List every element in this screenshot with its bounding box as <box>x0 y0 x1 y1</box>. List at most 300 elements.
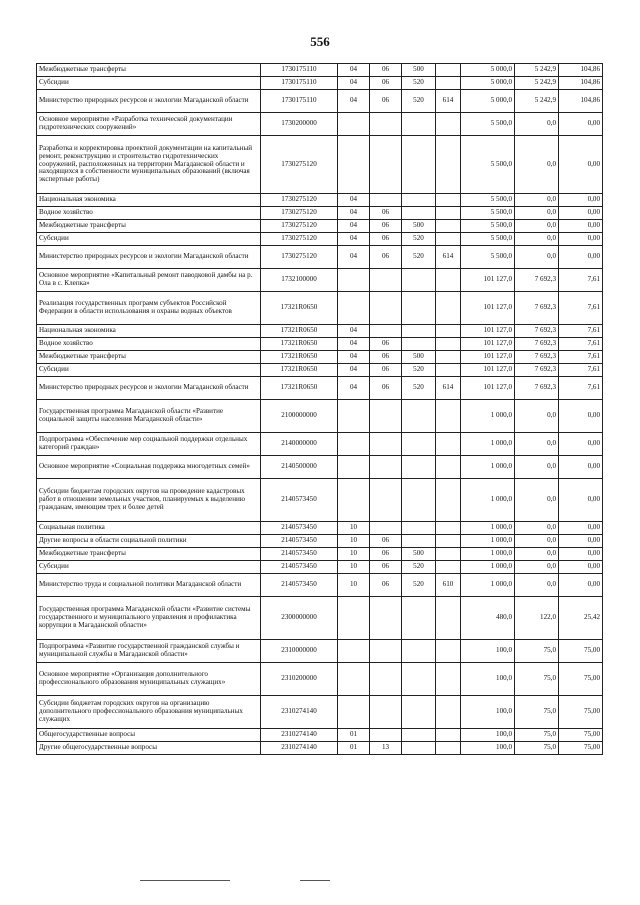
row-subsection <box>370 325 402 338</box>
row-subsection: 06 <box>370 338 402 351</box>
row-subsection <box>370 640 402 663</box>
table-row <box>37 136 603 194</box>
row-fact: 0,0 <box>515 574 559 597</box>
footer-divider <box>300 880 330 881</box>
row-code: 1730275120 <box>261 246 338 269</box>
row-section: 01 <box>338 742 370 755</box>
row-name: Государственная программа Магаданской области «Развитие системы государственного и муниципального управления и профилактика коррупции в Магаданской области» <box>37 597 261 640</box>
row-pct: 0,00 <box>559 220 603 233</box>
row-vr <box>402 597 436 640</box>
row-name: Разработка и корректировка проектной документации на капитальный ремонт, реконструкцию и строительство гидротехнических сооружений, расположенных на территории Магаданской области и находящихся в собственности муниципальных образований (включая экспертные работы) <box>37 136 261 194</box>
row-section <box>338 456 370 479</box>
row-name: Межбюджетные трансферты <box>37 548 261 561</box>
row-name: Межбюджетные трансферты <box>37 220 261 233</box>
row-code: 1730175110 <box>261 90 338 113</box>
row-pct: 7,61 <box>559 292 603 325</box>
row-fact: 0,0 <box>515 400 559 433</box>
row-plan: 5 500,0 <box>461 246 515 269</box>
row-code: 2100000000 <box>261 400 338 433</box>
row-subsection <box>370 400 402 433</box>
row-vr <box>402 742 436 755</box>
row-name: Основное мероприятие «Капитальный ремонт паводковой дамбы на р. Ола в с. Клепка» <box>37 269 261 292</box>
row-pct: 7,61 <box>559 325 603 338</box>
row-subsection <box>370 292 402 325</box>
row-section <box>338 597 370 640</box>
row-name: Подпрограмма «Развитие государственной гражданской службы и муниципальной службы в Магаданской области» <box>37 640 261 663</box>
row-pct: 7,61 <box>559 338 603 351</box>
row-vr: 520 <box>402 90 436 113</box>
row-section: 04 <box>338 90 370 113</box>
row-pct: 0,00 <box>559 574 603 597</box>
row-code: 2310200000 <box>261 663 338 696</box>
row-fact: 5 242,9 <box>515 90 559 113</box>
row-vr <box>402 433 436 456</box>
table-row <box>37 377 603 400</box>
row-fact: 75,0 <box>515 742 559 755</box>
row-grbs <box>436 269 461 292</box>
row-subsection: 06 <box>370 574 402 597</box>
row-subsection: 06 <box>370 233 402 246</box>
table-row <box>37 338 603 351</box>
row-grbs <box>436 194 461 207</box>
row-grbs <box>436 479 461 522</box>
row-code: 17321R0650 <box>261 364 338 377</box>
row-pct: 75,00 <box>559 729 603 742</box>
row-section: 04 <box>338 351 370 364</box>
row-grbs <box>436 548 461 561</box>
row-plan: 5 000,0 <box>461 64 515 77</box>
row-vr: 520 <box>402 364 436 377</box>
row-code: 2140573450 <box>261 535 338 548</box>
budget-table <box>36 63 603 755</box>
row-pct: 0,00 <box>559 233 603 246</box>
row-section: 04 <box>338 233 370 246</box>
row-plan: 101 127,0 <box>461 364 515 377</box>
table-row <box>37 597 603 640</box>
table-row <box>37 90 603 113</box>
row-code: 1730175110 <box>261 77 338 90</box>
row-vr <box>402 522 436 535</box>
row-grbs <box>436 456 461 479</box>
row-code: 2300000000 <box>261 597 338 640</box>
row-section <box>338 479 370 522</box>
table-row <box>37 535 603 548</box>
row-fact: 7 692,3 <box>515 338 559 351</box>
row-subsection: 06 <box>370 548 402 561</box>
row-section: 04 <box>338 377 370 400</box>
table-row <box>37 325 603 338</box>
row-section: 04 <box>338 194 370 207</box>
row-name: Субсидии <box>37 561 261 574</box>
row-grbs <box>436 400 461 433</box>
row-vr <box>402 456 436 479</box>
row-vr <box>402 338 436 351</box>
row-plan: 1 000,0 <box>461 522 515 535</box>
row-section: 10 <box>338 535 370 548</box>
row-pct: 75,00 <box>559 742 603 755</box>
table-row <box>37 292 603 325</box>
row-pct: 25,42 <box>559 597 603 640</box>
row-code: 1730275120 <box>261 194 338 207</box>
row-subsection: 06 <box>370 246 402 269</box>
row-pct: 0,00 <box>559 433 603 456</box>
row-plan: 5 000,0 <box>461 90 515 113</box>
row-subsection: 06 <box>370 64 402 77</box>
row-name: Министерство природных ресурсов и экологии Магаданской области <box>37 246 261 269</box>
row-code: 17321R0650 <box>261 292 338 325</box>
row-name: Субсидии бюджетам городских округов на организацию дополнительного профессионального образования муниципальных служащих <box>37 696 261 729</box>
row-pct: 0,00 <box>559 479 603 522</box>
row-grbs <box>436 561 461 574</box>
row-subsection: 13 <box>370 742 402 755</box>
row-plan: 100,0 <box>461 640 515 663</box>
row-grbs <box>436 77 461 90</box>
row-plan: 101 127,0 <box>461 351 515 364</box>
row-grbs <box>436 292 461 325</box>
row-vr <box>402 113 436 136</box>
row-vr <box>402 136 436 194</box>
table-row <box>37 364 603 377</box>
row-fact: 0,0 <box>515 479 559 522</box>
row-fact: 0,0 <box>515 548 559 561</box>
row-pct: 0,00 <box>559 113 603 136</box>
row-grbs <box>436 364 461 377</box>
row-fact: 0,0 <box>515 207 559 220</box>
row-fact: 7 692,3 <box>515 364 559 377</box>
row-section: 04 <box>338 77 370 90</box>
row-grbs <box>436 696 461 729</box>
row-plan: 101 127,0 <box>461 292 515 325</box>
row-fact: 0,0 <box>515 136 559 194</box>
table-row <box>37 663 603 696</box>
row-grbs <box>436 64 461 77</box>
row-fact: 0,0 <box>515 194 559 207</box>
row-subsection <box>370 136 402 194</box>
row-subsection: 06 <box>370 535 402 548</box>
row-vr <box>402 194 436 207</box>
row-fact: 5 242,9 <box>515 77 559 90</box>
row-plan: 101 127,0 <box>461 338 515 351</box>
page-number: 556 <box>310 34 330 49</box>
row-grbs: 610 <box>436 574 461 597</box>
row-vr <box>402 400 436 433</box>
row-pct: 0,00 <box>559 561 603 574</box>
row-name: Министерство природных ресурсов и экологии Магаданской области <box>37 377 261 400</box>
row-grbs: 614 <box>436 377 461 400</box>
table-row <box>37 479 603 522</box>
table-row <box>37 64 603 77</box>
row-vr <box>402 535 436 548</box>
row-name: Основное мероприятие «Организация дополнительного профессионального образования муниципальных служащих» <box>37 663 261 696</box>
row-grbs <box>436 113 461 136</box>
row-pct: 7,61 <box>559 364 603 377</box>
row-section <box>338 663 370 696</box>
row-plan: 1 000,0 <box>461 479 515 522</box>
row-vr <box>402 325 436 338</box>
row-fact: 0,0 <box>515 456 559 479</box>
row-subsection <box>370 696 402 729</box>
row-section <box>338 640 370 663</box>
row-code: 2310274140 <box>261 742 338 755</box>
row-pct: 104,86 <box>559 77 603 90</box>
row-code: 1730275120 <box>261 220 338 233</box>
row-subsection <box>370 113 402 136</box>
row-plan: 5 500,0 <box>461 220 515 233</box>
row-name: Другие общегосударственные вопросы <box>37 742 261 755</box>
row-plan: 480,0 <box>461 597 515 640</box>
row-grbs <box>436 729 461 742</box>
row-section <box>338 696 370 729</box>
row-section: 10 <box>338 548 370 561</box>
row-subsection <box>370 597 402 640</box>
table-row <box>37 113 603 136</box>
row-section: 04 <box>338 325 370 338</box>
row-subsection: 06 <box>370 77 402 90</box>
row-section <box>338 433 370 456</box>
row-fact: 0,0 <box>515 561 559 574</box>
table-row <box>37 561 603 574</box>
row-subsection: 06 <box>370 377 402 400</box>
row-plan: 5 500,0 <box>461 207 515 220</box>
row-vr <box>402 479 436 522</box>
row-name: Водное хозяйство <box>37 207 261 220</box>
row-section: 04 <box>338 246 370 269</box>
row-pct: 7,61 <box>559 377 603 400</box>
row-name: Национальная экономика <box>37 194 261 207</box>
row-code: 17321R0650 <box>261 351 338 364</box>
row-grbs <box>436 640 461 663</box>
row-grbs <box>436 597 461 640</box>
row-section: 04 <box>338 364 370 377</box>
table-row <box>37 351 603 364</box>
row-vr <box>402 729 436 742</box>
row-fact: 122,0 <box>515 597 559 640</box>
row-plan: 5 500,0 <box>461 233 515 246</box>
row-subsection <box>370 194 402 207</box>
row-plan: 5 500,0 <box>461 136 515 194</box>
row-name: Основное мероприятие «Социальная поддержка многодетных семей» <box>37 456 261 479</box>
row-code: 2140573450 <box>261 574 338 597</box>
row-name: Субсидии <box>37 364 261 377</box>
row-name: Другие вопросы в области социальной политики <box>37 535 261 548</box>
row-pct: 0,00 <box>559 456 603 479</box>
row-name: Водное хозяйство <box>37 338 261 351</box>
row-subsection <box>370 663 402 696</box>
row-grbs <box>436 207 461 220</box>
row-name: Субсидии <box>37 77 261 90</box>
row-subsection: 06 <box>370 351 402 364</box>
row-vr: 520 <box>402 77 436 90</box>
row-section: 04 <box>338 220 370 233</box>
row-fact: 0,0 <box>515 246 559 269</box>
row-fact: 0,0 <box>515 535 559 548</box>
row-name: Межбюджетные трансферты <box>37 351 261 364</box>
row-name: Министерство природных ресурсов и экологии Магаданской области <box>37 90 261 113</box>
row-pct: 104,86 <box>559 90 603 113</box>
row-grbs: 614 <box>436 246 461 269</box>
row-code: 2310274140 <box>261 696 338 729</box>
table-row <box>37 433 603 456</box>
row-vr: 520 <box>402 246 436 269</box>
row-vr: 500 <box>402 548 436 561</box>
row-fact: 7 692,3 <box>515 377 559 400</box>
row-section: 04 <box>338 64 370 77</box>
row-pct: 0,00 <box>559 400 603 433</box>
row-pct: 7,61 <box>559 269 603 292</box>
row-section <box>338 136 370 194</box>
row-code: 1730175110 <box>261 64 338 77</box>
row-section <box>338 113 370 136</box>
row-pct: 0,00 <box>559 522 603 535</box>
row-fact: 7 692,3 <box>515 351 559 364</box>
row-plan: 101 127,0 <box>461 377 515 400</box>
row-plan: 1 000,0 <box>461 456 515 479</box>
row-fact: 75,0 <box>515 663 559 696</box>
table-row <box>37 269 603 292</box>
row-grbs: 614 <box>436 90 461 113</box>
row-section: 10 <box>338 574 370 597</box>
row-fact: 75,0 <box>515 696 559 729</box>
row-vr <box>402 269 436 292</box>
row-vr: 520 <box>402 233 436 246</box>
row-name: Общегосударственные вопросы <box>37 729 261 742</box>
row-code: 1732100000 <box>261 269 338 292</box>
row-code: 17321R0650 <box>261 338 338 351</box>
row-code: 2140573450 <box>261 522 338 535</box>
row-name: Основное мероприятие «Разработка технической документации гидротехнических сооружений» <box>37 113 261 136</box>
row-code: 2140500000 <box>261 456 338 479</box>
table-row <box>37 729 603 742</box>
row-fact: 7 692,3 <box>515 292 559 325</box>
row-name: Реализация государственных программ субъектов Российской Федерации в области использования и охраны водных объектов <box>37 292 261 325</box>
row-code: 17321R0650 <box>261 325 338 338</box>
row-pct: 0,00 <box>559 246 603 269</box>
row-grbs <box>436 663 461 696</box>
row-fact: 75,0 <box>515 729 559 742</box>
row-fact: 0,0 <box>515 433 559 456</box>
row-grbs <box>436 535 461 548</box>
row-grbs <box>436 233 461 246</box>
row-subsection: 06 <box>370 207 402 220</box>
table-row <box>37 233 603 246</box>
row-vr: 500 <box>402 220 436 233</box>
row-name: Подпрограмма «Обеспечение мер социальной поддержки отдельных категорий граждан» <box>37 433 261 456</box>
row-pct: 0,00 <box>559 194 603 207</box>
row-vr <box>402 640 436 663</box>
row-plan: 100,0 <box>461 742 515 755</box>
row-pct: 75,00 <box>559 696 603 729</box>
row-code: 2310000000 <box>261 640 338 663</box>
row-code: 2140000000 <box>261 433 338 456</box>
row-code: 2140573450 <box>261 561 338 574</box>
row-pct: 0,00 <box>559 136 603 194</box>
row-fact: 7 692,3 <box>515 269 559 292</box>
row-subsection <box>370 522 402 535</box>
row-plan: 1 000,0 <box>461 400 515 433</box>
row-fact: 0,0 <box>515 113 559 136</box>
table-row <box>37 246 603 269</box>
row-plan: 5 500,0 <box>461 113 515 136</box>
row-vr <box>402 292 436 325</box>
row-section <box>338 400 370 433</box>
table-row <box>37 522 603 535</box>
row-code: 1730275120 <box>261 136 338 194</box>
table-row <box>37 400 603 433</box>
row-code: 1730275120 <box>261 233 338 246</box>
row-plan: 1 000,0 <box>461 535 515 548</box>
row-grbs <box>436 351 461 364</box>
table-row <box>37 696 603 729</box>
row-subsection: 06 <box>370 220 402 233</box>
row-section <box>338 292 370 325</box>
table-row <box>37 742 603 755</box>
row-code: 2310274140 <box>261 729 338 742</box>
row-section <box>338 269 370 292</box>
row-grbs <box>436 136 461 194</box>
row-name: Государственная программа Магаданской области «Развитие социальной защиты населения Магаданской области» <box>37 400 261 433</box>
row-plan: 1 000,0 <box>461 548 515 561</box>
row-plan: 100,0 <box>461 696 515 729</box>
row-vr <box>402 207 436 220</box>
row-pct: 0,00 <box>559 207 603 220</box>
row-code: 2140573450 <box>261 479 338 522</box>
row-plan: 5 500,0 <box>461 194 515 207</box>
footer-divider <box>140 880 230 881</box>
row-plan: 100,0 <box>461 729 515 742</box>
table-row <box>37 640 603 663</box>
table-body <box>37 64 603 755</box>
row-name: Межбюджетные трансферты <box>37 64 261 77</box>
row-grbs <box>436 433 461 456</box>
row-subsection <box>370 456 402 479</box>
row-pct: 104,86 <box>559 64 603 77</box>
row-subsection <box>370 479 402 522</box>
row-pct: 0,00 <box>559 548 603 561</box>
row-vr: 520 <box>402 574 436 597</box>
row-name: Субсидии <box>37 233 261 246</box>
row-name: Социальная политика <box>37 522 261 535</box>
row-pct: 0,00 <box>559 535 603 548</box>
table-row <box>37 207 603 220</box>
row-plan: 101 127,0 <box>461 269 515 292</box>
row-fact: 0,0 <box>515 233 559 246</box>
table-row <box>37 77 603 90</box>
row-code: 2140573450 <box>261 548 338 561</box>
row-subsection: 06 <box>370 364 402 377</box>
row-name: Национальная экономика <box>37 325 261 338</box>
row-subsection <box>370 269 402 292</box>
table-row <box>37 548 603 561</box>
row-name: Субсидии бюджетам городских округов на проведение кадастровых работ в отношении земельных участков, планируемых к выделению гражданам, имеющим трех и более детей <box>37 479 261 522</box>
row-subsection <box>370 729 402 742</box>
row-name: Министерство труда и социальной политики Магаданской области <box>37 574 261 597</box>
row-grbs <box>436 325 461 338</box>
row-plan: 1 000,0 <box>461 561 515 574</box>
row-plan: 5 000,0 <box>461 77 515 90</box>
table-row <box>37 194 603 207</box>
row-pct: 75,00 <box>559 640 603 663</box>
row-vr: 520 <box>402 377 436 400</box>
row-code: 17321R0650 <box>261 377 338 400</box>
row-subsection: 06 <box>370 561 402 574</box>
row-plan: 1 000,0 <box>461 433 515 456</box>
row-grbs <box>436 522 461 535</box>
row-fact: 75,0 <box>515 640 559 663</box>
row-vr <box>402 696 436 729</box>
row-section: 10 <box>338 561 370 574</box>
row-plan: 101 127,0 <box>461 325 515 338</box>
row-vr: 500 <box>402 64 436 77</box>
